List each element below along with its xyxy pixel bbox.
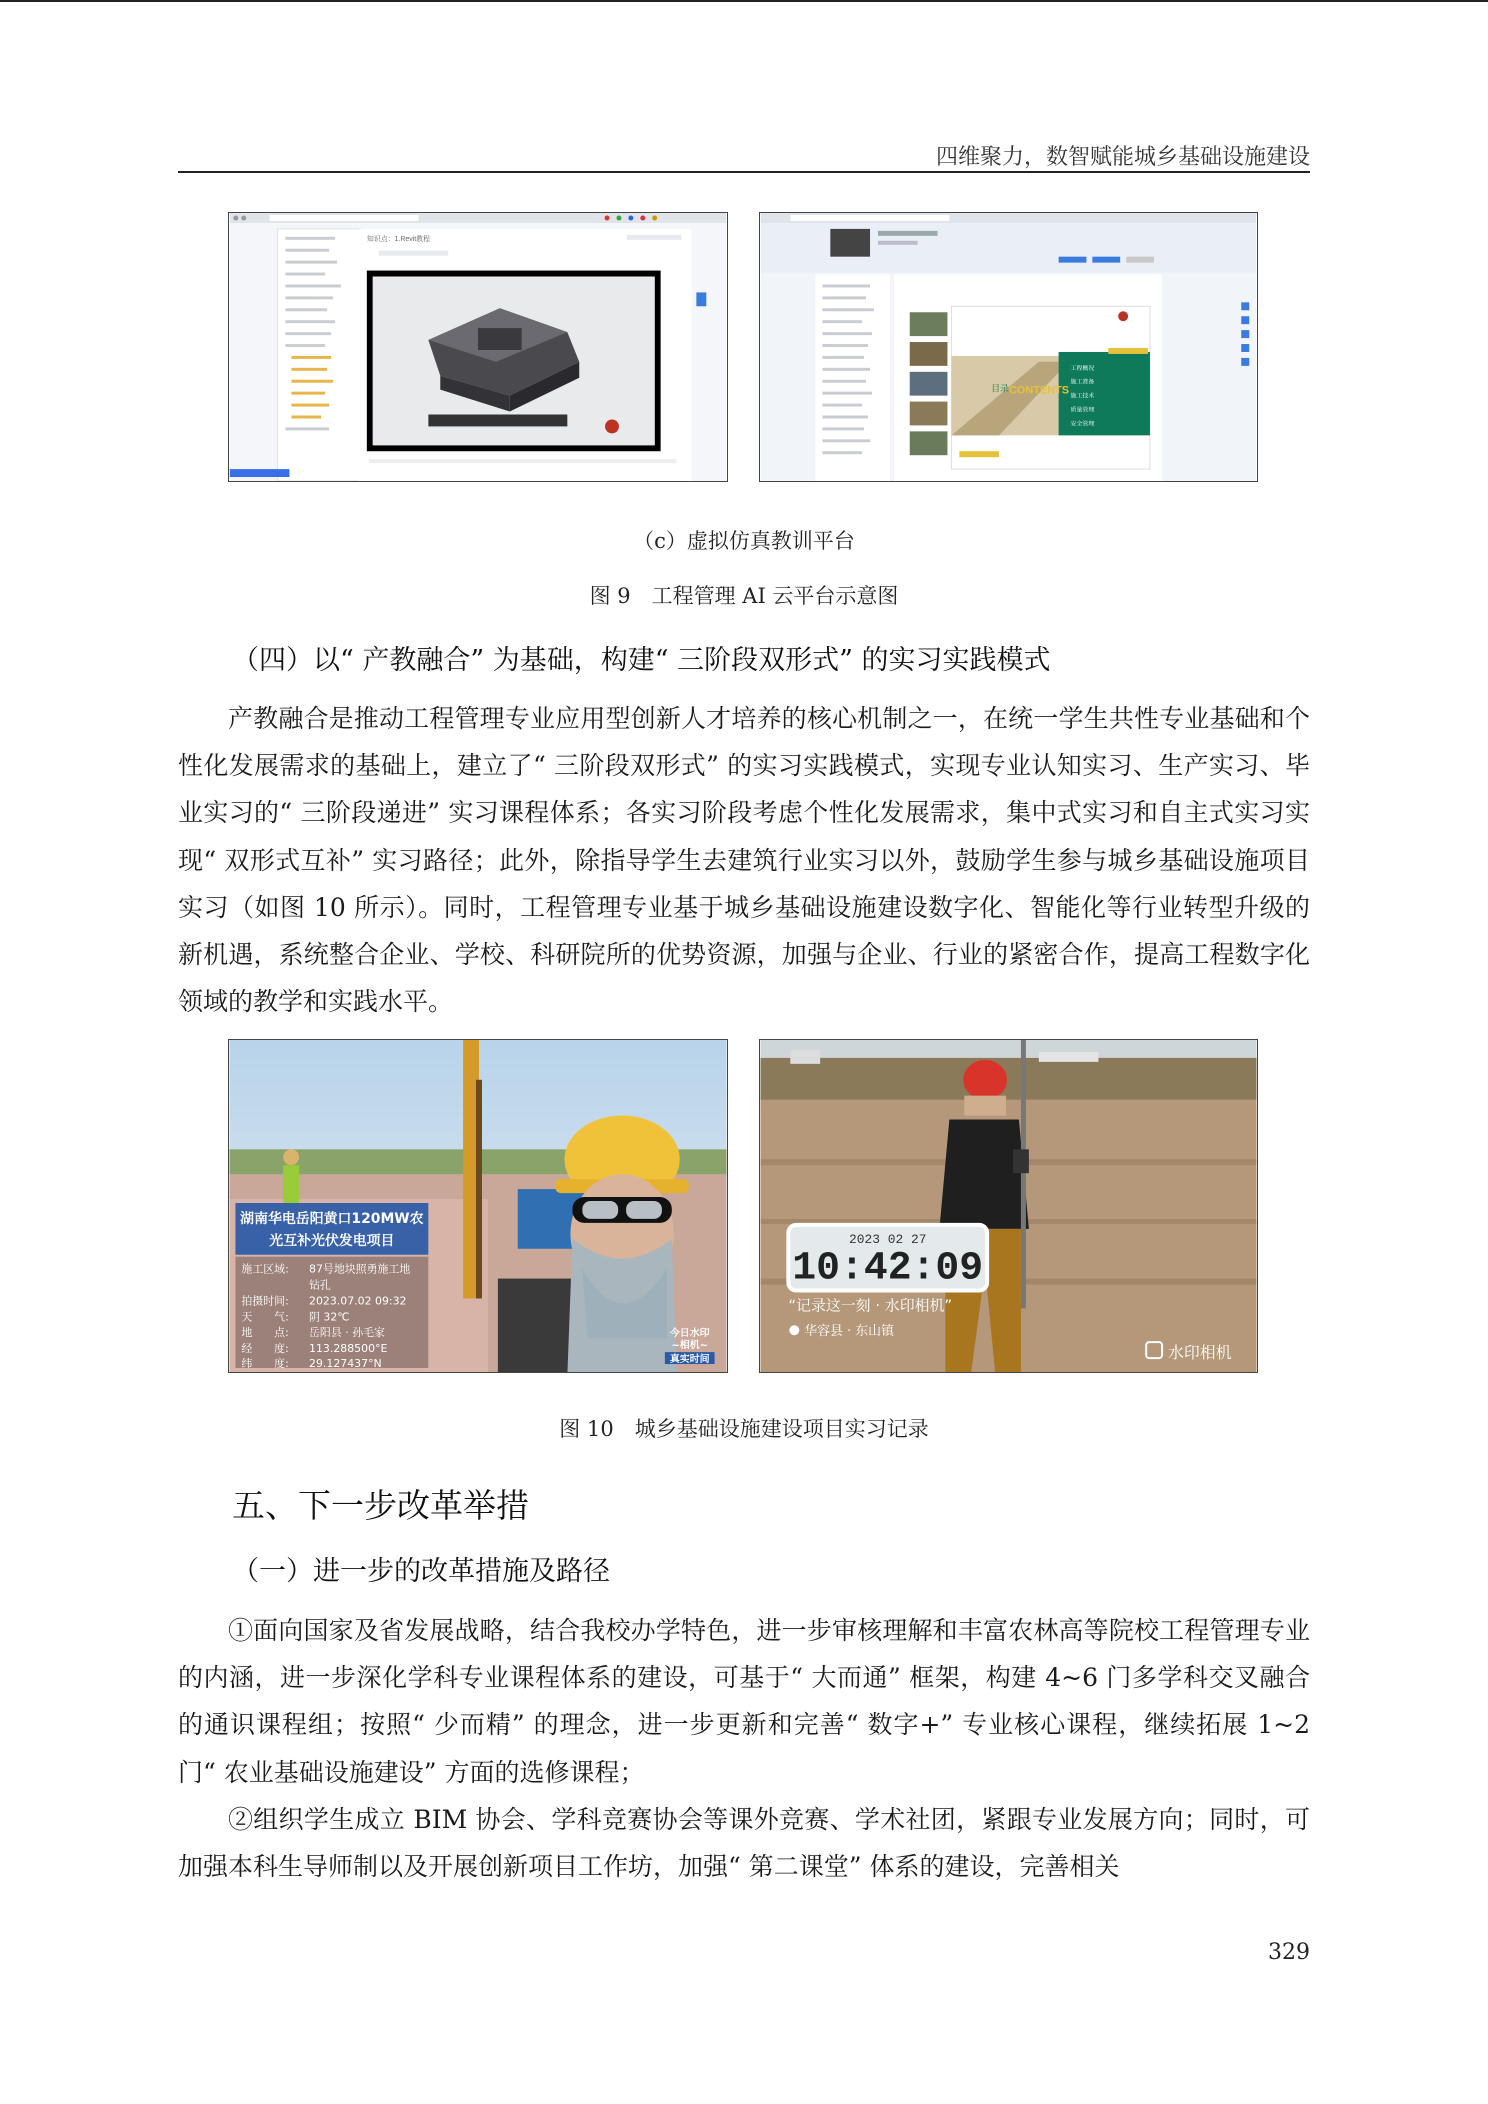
slide-menu-item: 安全管理 (1070, 420, 1095, 428)
photo-date: 2023 02 27 (849, 1231, 927, 1247)
info-value: 87号地块照勇施工地 (309, 1262, 411, 1276)
project-title-line1: 湖南华电岳阳黄口120MW农 (240, 1210, 424, 1227)
info-label: 拍摄时间: (241, 1294, 289, 1308)
slide-menu-item: 施工准备 (1070, 378, 1095, 386)
slide-menu-item: 施工技术 (1070, 392, 1095, 400)
section5-paragraph1: ①面向国家及省发展战略，结合我校办学特色，进一步审核理解和丰富农林高等院校工程管理专业的内涵，进一步深化学科专业课程体系的建设，可基于“ 大而通” 框架，构建 4~6 门多学科交叉融合的通识课程组；按照“ 少而精” 的理念，进一步更新和完善“ 数字+” 专业核心课程，继续拓展 1~2 门“ 农业基础设施建设” 方面的选修课程； (178, 1616, 1310, 1787)
photo-slogan: “记录这一刻 · 水印相机” (788, 1296, 953, 1315)
top-border (0, 0, 1488, 2)
info-value: 29.127437°N (309, 1357, 382, 1371)
watermark-line: ~相机~ (671, 1340, 708, 1352)
info-label: 纬 度: (241, 1357, 289, 1371)
watermark-badge: 真实时间 (669, 1354, 710, 1366)
info-value: 2023.07.02 09:32 (309, 1294, 407, 1308)
figure10-right-photo (759, 1039, 1258, 1373)
section4-paragraph: 产教融合是推动工程管理专业应用型创新人才培养的核心机制之一，在统一学生共性专业基础和个性化发展需求的基础上，建立了“ 三阶段双形式” 的实习实践模式，实现专业认知实习、生产实习、毕业实习的“ 三阶段递进” 实习课程体系；各实习阶段考虑个性化发展需求，集中式实习和自主式实习实现“ 双形式互补” 实习路径；此外，除指导学生去建筑行业实习以外，鼓励学生参与城乡基础设施项目实习（如图 10 所示）。同时，工程管理专业基于城乡基础设施建设数字化、智能化等行业转型升级的新机遇，系统整合企业、学校、科研院所的优势资源，加强与企业、行业的紧密合作，提高工程数字化领域的教学和实践水平。 (178, 704, 1310, 1017)
info-value: 阴 32℃ (309, 1310, 350, 1324)
photo-site-selfie (229, 1040, 727, 1372)
figure9-caption: 图 9 工程管理 AI 云平台示意图 (589, 584, 899, 608)
canvas-title: 知识点：1.Revit教程 (366, 235, 431, 243)
figure10-caption: 图 10 城乡基础设施建设项目实习记录 (559, 1417, 929, 1441)
section5-heading: 五、下一步改革举措 (232, 1486, 529, 1525)
page-number: 329 (1268, 1940, 1310, 1965)
info-label: 施工区域: (241, 1262, 289, 1276)
info-value: 113.288500°E (309, 1342, 388, 1356)
info-label: 天 气: (241, 1310, 289, 1324)
slide-banner: CONTENTS (1008, 384, 1069, 397)
section5-1-heading: （一）进一步的改革措施及路径 (232, 1556, 610, 1587)
slide-menu-item: 质量管理 (1070, 406, 1095, 414)
info-value: 岳阳县 · 孙毛家 (309, 1326, 385, 1340)
project-title-line2: 光互补光伏发电项目 (269, 1232, 395, 1249)
screenshot-revit-platform (229, 213, 727, 481)
section4-heading: （四）以“ 产教融合” 为基础，构建“ 三阶段双形式” 的实习实践模式 (232, 645, 1051, 676)
slide-menu-item: 工程概况 (1070, 364, 1095, 372)
watermark-line: 今日水印 (669, 1328, 710, 1340)
info-label: 地 点: (241, 1326, 289, 1340)
figure9-right-screenshot (759, 212, 1258, 482)
slide-word: 目录 (991, 384, 1009, 395)
photo-brand: 水印相机 (1168, 1343, 1232, 1363)
figure9-subcaption: （c）虚拟仿真教训平台 (633, 529, 855, 553)
figure10-left-photo (228, 1039, 728, 1373)
photo-field-survey (760, 1040, 1257, 1372)
figure9-left-screenshot (228, 212, 728, 482)
screenshot-virtual-training-platform (760, 213, 1257, 481)
info-value: 钻孔 (309, 1278, 331, 1292)
info-label: 经 度: (241, 1342, 289, 1356)
photo-location: 华容县 · 东山镇 (804, 1324, 894, 1340)
section5-paragraph2: ②组织学生成立 BIM 协会、学科竞赛协会等课外竞赛、学术社团，紧跟专业发展方向；同时，可加强本科生导师制以及开展创新项目工作坊，加强“ 第二课堂” 体系的建设，完善相关 (178, 1805, 1310, 1882)
header-rule (178, 171, 1310, 173)
running-head: 四维聚力，数智赋能城乡基础设施建设 (935, 145, 1310, 170)
photo-time: 10:42:09 (792, 1245, 984, 1291)
